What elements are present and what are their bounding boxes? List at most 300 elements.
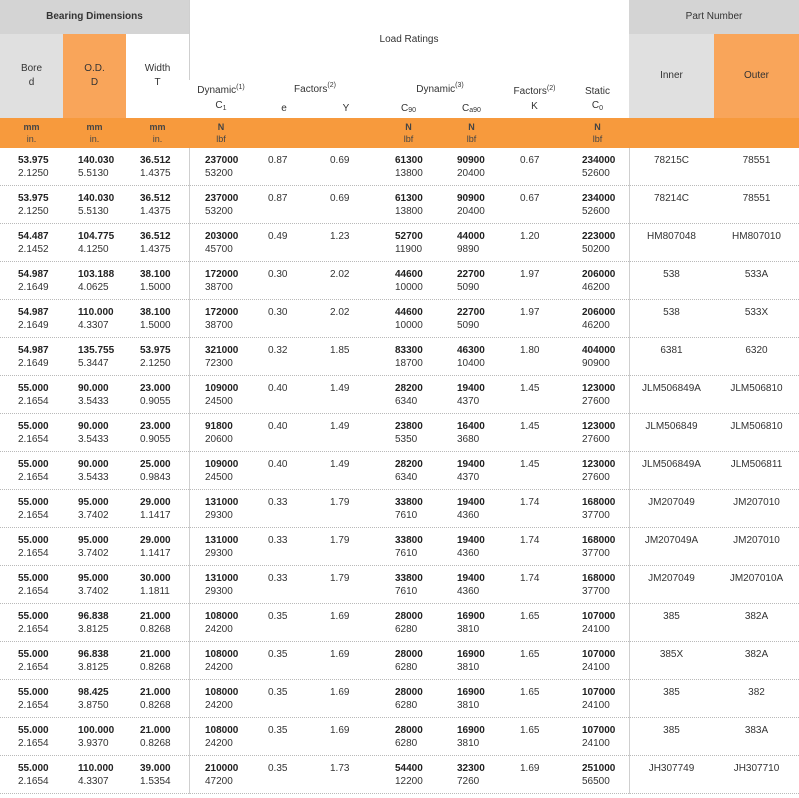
factors1-label: Factors [294, 83, 328, 95]
e-cell: 0.35 [268, 725, 288, 736]
c1-cell [205, 496, 250, 522]
e-cell: 0.87 [268, 193, 288, 204]
c90-cell [395, 686, 435, 712]
c0-cell [582, 306, 622, 332]
c90-imperial-value: 7610 [395, 510, 418, 521]
c1-imperial-value: 72300 [205, 358, 233, 369]
c0-metric-value: 107000 [582, 649, 616, 660]
c90-imperial-value: 13800 [395, 168, 423, 179]
od-cell [78, 382, 123, 408]
c1-metric-value: 109000 [205, 383, 239, 394]
ca90-cell [457, 686, 497, 712]
c90-imperial-value: 6280 [395, 738, 418, 749]
e-cell: 0.32 [268, 345, 288, 356]
od-imperial-value: 3.8125 [78, 624, 109, 635]
table-row [0, 718, 799, 756]
ca90-metric-value: 46300 [457, 345, 485, 356]
c1-cell [205, 762, 250, 788]
width-cell [140, 762, 180, 788]
y-cell: 2.02 [330, 307, 350, 318]
c0-cell [582, 724, 622, 750]
width-cell [140, 154, 180, 180]
c1-imperial-value: 24200 [205, 662, 233, 673]
c90-units: N lbf [403, 122, 414, 144]
bore-cell [18, 762, 58, 788]
c90-cell [395, 192, 435, 218]
ca90-metric-value: 90900 [457, 155, 485, 166]
c90-metric-value: 28200 [395, 459, 423, 470]
width-imperial-value: 0.8268 [140, 624, 171, 635]
c90-cell [395, 572, 435, 598]
table-row [0, 262, 799, 300]
y-cell: 1.73 [330, 763, 350, 774]
c90-symbol: C [400, 102, 409, 114]
width-imperial-value: 1.5000 [140, 320, 171, 331]
c1-imperial-value: 47200 [205, 776, 233, 787]
e-cell: 0.30 [268, 307, 288, 318]
outer-cell: 78551 [742, 155, 771, 166]
od-cell [78, 306, 123, 332]
width-metric-value: 21.000 [140, 725, 171, 736]
c90-metric-value: 23800 [395, 421, 423, 432]
width-imperial-value: 0.8268 [140, 662, 171, 673]
od-cell [78, 496, 123, 522]
inner-cell: JH307749 [648, 763, 695, 774]
c0-imperial-value: 37700 [582, 586, 610, 597]
od-cell [78, 154, 123, 180]
y-cell: 1.79 [330, 497, 350, 508]
width-units: mm in. [149, 122, 166, 144]
table-row [0, 224, 799, 262]
inner-cell: 385X [659, 649, 684, 660]
bore-imperial-value: 2.1649 [18, 320, 49, 331]
width-metric-value: 21.000 [140, 649, 171, 660]
od-cell [78, 610, 123, 636]
width-metric-value: 29.000 [140, 535, 171, 546]
c0-cell [582, 344, 622, 370]
inner-cell: 78214C [653, 193, 690, 204]
c0-cell [582, 762, 622, 788]
od-metric-value: 90.000 [78, 383, 109, 394]
c0-imperial-value: 24100 [582, 624, 610, 635]
inner-cell: 538 [663, 307, 680, 318]
ca90-imperial-value: 3810 [457, 624, 480, 635]
bore-cell [18, 230, 58, 256]
width-metric-value: 29.000 [140, 497, 171, 508]
c1-metric-value: 321000 [205, 345, 239, 356]
c1-metric-value: 131000 [205, 573, 239, 584]
ca90-imperial-value: 9890 [457, 244, 480, 255]
od-cell [78, 648, 123, 674]
width-metric-value: 23.000 [140, 421, 171, 432]
ca90-cell [457, 496, 497, 522]
e-cell: 0.35 [268, 611, 288, 622]
bore-cell [18, 420, 58, 446]
static-label: Static [584, 85, 610, 97]
ca90-metric-value: 19400 [457, 497, 485, 508]
width-label: Width [144, 63, 171, 74]
c0-imperial-value: 90900 [582, 358, 610, 369]
ca90-metric-value: 19400 [457, 383, 485, 394]
width-metric-value: 39.000 [140, 763, 171, 774]
ca90-cell [457, 192, 497, 218]
table-row [0, 528, 799, 566]
k-cell: 1.97 [520, 269, 540, 280]
width-metric-value: 25.000 [140, 459, 171, 470]
ca90-cell [457, 458, 497, 484]
k-cell: 1.65 [520, 611, 540, 622]
od-cell [78, 344, 123, 370]
width-imperial-value: 0.9055 [140, 396, 171, 407]
outer-header: Outer [714, 34, 799, 118]
c90-cell [395, 344, 435, 370]
c90-cell [395, 648, 435, 674]
c0-cell [582, 382, 622, 408]
bore-header [0, 34, 63, 118]
od-cell [78, 192, 123, 218]
c1-cell [205, 382, 250, 408]
od-metric-value: 104.775 [78, 231, 115, 242]
c0-metric-value: 223000 [582, 231, 616, 242]
bore-cell [18, 306, 58, 332]
c0-metric-value: 168000 [582, 497, 616, 508]
od-imperial-value: 3.5433 [78, 396, 109, 407]
c90-imperial-value: 6280 [395, 700, 418, 711]
c0-metric-value: 107000 [582, 725, 616, 736]
bore-metric-value: 55.000 [18, 459, 49, 470]
ca90-cell [457, 572, 497, 598]
y-cell: 0.69 [330, 155, 350, 166]
od-imperial-value: 3.7402 [78, 586, 109, 597]
od-imperial-value: 5.3447 [78, 358, 109, 369]
ca90-cell [457, 724, 497, 750]
units-row [0, 118, 799, 148]
width-imperial-value: 0.9843 [140, 472, 171, 483]
c90-imperial-value: 11900 [395, 244, 423, 255]
bore-metric-value: 55.000 [18, 763, 49, 774]
c0-cell [582, 154, 622, 180]
bore-metric-value: 55.000 [18, 687, 49, 698]
outer-cell: 382A [744, 611, 769, 622]
od-metric-value: 110.000 [78, 763, 114, 774]
outer-cell: 382 [748, 687, 765, 698]
bore-cell [18, 572, 58, 598]
c0-imperial-value: 46200 [582, 320, 610, 331]
bore-cell [18, 648, 58, 674]
bore-metric-value: 55.000 [18, 383, 49, 394]
bore-cell [18, 610, 58, 636]
y-cell: 2.02 [330, 269, 350, 280]
width-metric-value: 38.100 [140, 269, 171, 280]
factors2-header [503, 80, 566, 118]
c0-imperial-value: 37700 [582, 548, 610, 559]
bore-cell [18, 192, 58, 218]
width-cell [140, 382, 180, 408]
ca90-metric-value: 90900 [457, 193, 485, 204]
ca90-imperial-value: 3810 [457, 738, 480, 749]
width-imperial-value: 1.1417 [140, 548, 171, 559]
k-cell: 1.45 [520, 459, 540, 470]
c0-cell [582, 648, 622, 674]
bore-metric-value: 55.000 [18, 573, 49, 584]
table-row [0, 680, 799, 718]
bore-metric-value: 55.000 [18, 611, 49, 622]
e-cell: 0.35 [268, 763, 288, 774]
outer-cell: JH307710 [733, 763, 780, 774]
ca90-cell [457, 382, 497, 408]
c90-metric-value: 28000 [395, 649, 423, 660]
width-cell [140, 648, 180, 674]
width-metric-value: 21.000 [140, 687, 171, 698]
bore-metric-value: 55.000 [18, 535, 49, 546]
od-metric-value: 103.188 [78, 269, 115, 280]
od-imperial-value: 3.9370 [78, 738, 109, 749]
inner-cell: 6381 [660, 345, 683, 356]
c90-cell [395, 154, 435, 180]
c90-metric-value: 52700 [395, 231, 423, 242]
c1-cell [205, 420, 250, 446]
c0-metric-value: 234000 [582, 155, 616, 166]
y-cell: 1.69 [330, 725, 350, 736]
ca90-imperial-value: 4360 [457, 510, 480, 521]
c1-cell [205, 306, 250, 332]
od-metric-value: 100.000 [78, 725, 115, 736]
dynamic3-label: Dynamic [416, 83, 456, 95]
c0-imperial-value: 24100 [582, 700, 610, 711]
od-imperial-value: 3.8750 [78, 700, 109, 711]
bore-cell [18, 382, 58, 408]
c90-metric-value: 28000 [395, 687, 423, 698]
e-header: e [253, 99, 315, 118]
c1-cell [205, 724, 250, 750]
od-cell [78, 762, 123, 788]
k-cell: 1.97 [520, 307, 540, 318]
table-row [0, 642, 799, 680]
width-symbol: T [154, 77, 161, 88]
c90-metric-value: 33800 [395, 573, 423, 584]
bore-imperial-value: 2.1654 [18, 548, 49, 559]
bore-metric-value: 55.000 [18, 649, 49, 660]
width-imperial-value: 1.1811 [140, 586, 170, 597]
k-header: K [531, 100, 538, 112]
ca90-metric-value: 44000 [457, 231, 485, 242]
c0-imperial-value: 27600 [582, 472, 610, 483]
bore-metric-value: 54.987 [18, 307, 49, 318]
od-metric-value: 90.000 [78, 459, 109, 470]
table-row [0, 756, 799, 794]
c1-metric-value: 172000 [205, 307, 239, 318]
c90-imperial-value: 10000 [395, 282, 423, 293]
bore-metric-value: 53.975 [18, 193, 49, 204]
bore-imperial-value: 2.1649 [18, 282, 49, 293]
od-metric-value: 140.030 [78, 155, 115, 166]
ca90-subscript: a90 [469, 106, 481, 114]
width-imperial-value: 0.8268 [140, 700, 171, 711]
od-imperial-value: 4.1250 [78, 244, 109, 255]
od-cell [78, 458, 123, 484]
bore-imperial-value: 2.1654 [18, 776, 49, 787]
c1-metric-value: 108000 [205, 649, 239, 660]
k-cell: 0.67 [520, 155, 540, 166]
c0-imperial-value: 24100 [582, 738, 610, 749]
c1-imperial-value: 24500 [205, 472, 233, 483]
c90-metric-value: 28000 [395, 611, 423, 622]
bore-cell [18, 686, 58, 712]
ca90-imperial-value: 20400 [457, 168, 485, 179]
c90-cell [395, 306, 435, 332]
c90-cell [395, 724, 435, 750]
od-metric-value: 98.425 [78, 687, 109, 698]
e-cell: 0.35 [268, 649, 288, 660]
ca90-imperial-value: 3810 [457, 700, 480, 711]
c0-symbol: C [591, 99, 600, 111]
bore-cell [18, 268, 58, 294]
ca90-cell [457, 154, 497, 180]
ca90-header [440, 99, 503, 118]
width-cell [140, 534, 180, 560]
bore-metric-value: 54.487 [18, 231, 49, 242]
c1-metric-value: 237000 [205, 155, 239, 166]
width-imperial-value: 0.8268 [140, 738, 171, 749]
bore-metric-value: 55.000 [18, 725, 49, 736]
width-imperial-value: 1.4375 [140, 168, 171, 179]
c90-cell [395, 762, 435, 788]
bearing-dimensions-header: Bearing Dimensions [0, 0, 189, 34]
bore-imperial-value: 2.1654 [18, 662, 49, 673]
c0-metric-value: 168000 [582, 573, 616, 584]
dynamic1-note: (1) [236, 84, 245, 91]
c90-imperial-value: 6340 [395, 472, 418, 483]
table-row [0, 376, 799, 414]
bore-imperial-value: 2.1654 [18, 510, 49, 521]
c1-imperial-value: 38700 [205, 282, 233, 293]
ca90-cell [457, 344, 497, 370]
od-metric-value: 90.000 [78, 421, 109, 432]
width-cell [140, 458, 180, 484]
ca90-cell [457, 610, 497, 636]
outer-cell: 533A [744, 269, 769, 280]
inner-cell: JM207049 [648, 573, 695, 584]
c0-cell [582, 572, 622, 598]
c0-imperial-value: 46200 [582, 282, 610, 293]
y-cell: 1.79 [330, 573, 350, 584]
bore-imperial-value: 2.1649 [18, 358, 49, 369]
ca90-imperial-value: 3810 [457, 662, 480, 673]
width-cell [140, 610, 180, 636]
width-imperial-value: 2.1250 [140, 358, 171, 369]
inner-cell: 385 [663, 725, 680, 736]
c0-cell [582, 534, 622, 560]
c0-imperial-value: 37700 [582, 510, 610, 521]
k-cell: 1.74 [520, 573, 540, 584]
c90-imperial-value: 12200 [395, 776, 423, 787]
ca90-metric-value: 19400 [457, 535, 485, 546]
width-cell [140, 306, 180, 332]
ca90-symbol: C [462, 102, 470, 114]
c1-imperial-value: 24200 [205, 624, 233, 635]
k-cell: 1.65 [520, 687, 540, 698]
c1-imperial-value: 24200 [205, 700, 233, 711]
c1-metric-value: 203000 [205, 231, 239, 242]
table-header [0, 0, 799, 118]
factors1-header [253, 80, 377, 99]
ca90-cell [457, 534, 497, 560]
c1-imperial-value: 24200 [205, 738, 233, 749]
outer-cell: 6320 [745, 345, 768, 356]
c0-imperial-value: 50200 [582, 244, 610, 255]
inner-cell: JLM506849 [645, 421, 698, 432]
e-cell: 0.33 [268, 535, 288, 546]
c0-cell [582, 458, 622, 484]
width-imperial-value: 1.4375 [140, 244, 171, 255]
e-cell: 0.40 [268, 459, 288, 470]
od-cell [78, 534, 123, 560]
c1-subscript: 1 [222, 105, 227, 112]
y-cell: 1.49 [330, 421, 350, 432]
table-row [0, 186, 799, 224]
c1-cell [205, 686, 250, 712]
k-cell: 1.65 [520, 649, 540, 660]
bore-metric-value: 54.987 [18, 345, 49, 356]
c90-cell [395, 610, 435, 636]
ca90-imperial-value: 20400 [457, 206, 485, 217]
c90-metric-value: 44600 [395, 269, 423, 280]
c1-symbol: C [215, 100, 223, 111]
ca90-imperial-value: 4360 [457, 586, 480, 597]
inner-cell: JM207049A [644, 535, 699, 546]
c90-metric-value: 44600 [395, 307, 423, 318]
ca90-cell [457, 420, 497, 446]
inner-cell: 78215C [653, 155, 690, 166]
ca90-imperial-value: 7260 [457, 776, 480, 787]
c90-imperial-value: 6340 [395, 396, 418, 407]
bore-imperial-value: 2.1654 [18, 434, 49, 445]
ca90-imperial-value: 10400 [457, 358, 485, 369]
c90-cell [395, 458, 435, 484]
outer-cell: JM207010 [733, 497, 780, 508]
width-imperial-value: 1.1417 [140, 510, 171, 521]
c90-metric-value: 61300 [395, 193, 423, 204]
bore-imperial-value: 2.1452 [18, 244, 49, 255]
bore-label: Bore [20, 63, 43, 74]
bore-imperial-value: 2.1654 [18, 586, 49, 597]
c0-imperial-value: 24100 [582, 662, 610, 673]
od-cell [78, 420, 123, 446]
k-cell: 1.80 [520, 345, 540, 356]
c1-cell [205, 230, 250, 256]
width-header [126, 34, 189, 118]
c1-imperial-value: 53200 [205, 206, 233, 217]
ca90-units: N lbf [466, 122, 477, 144]
ca90-imperial-value: 5090 [457, 320, 480, 331]
c90-imperial-value: 10000 [395, 320, 423, 331]
inner-cell: JM207049 [648, 497, 695, 508]
c90-metric-value: 61300 [395, 155, 423, 166]
c90-metric-value: 83300 [395, 345, 423, 356]
bore-metric-value: 53.975 [18, 155, 49, 166]
inner-cell: 385 [663, 687, 680, 698]
c90-metric-value: 54400 [395, 763, 423, 774]
ca90-imperial-value: 4360 [457, 548, 480, 559]
bore-metric-value: 55.000 [18, 497, 49, 508]
inner-cell: HM807048 [647, 231, 696, 242]
c1-imperial-value: 20600 [205, 434, 233, 445]
c1-cell [205, 610, 250, 636]
bore-imperial-value: 2.1654 [18, 700, 49, 711]
ca90-metric-value: 32300 [457, 763, 485, 774]
y-cell: 1.49 [330, 459, 350, 470]
od-imperial-value: 5.5130 [78, 206, 109, 217]
